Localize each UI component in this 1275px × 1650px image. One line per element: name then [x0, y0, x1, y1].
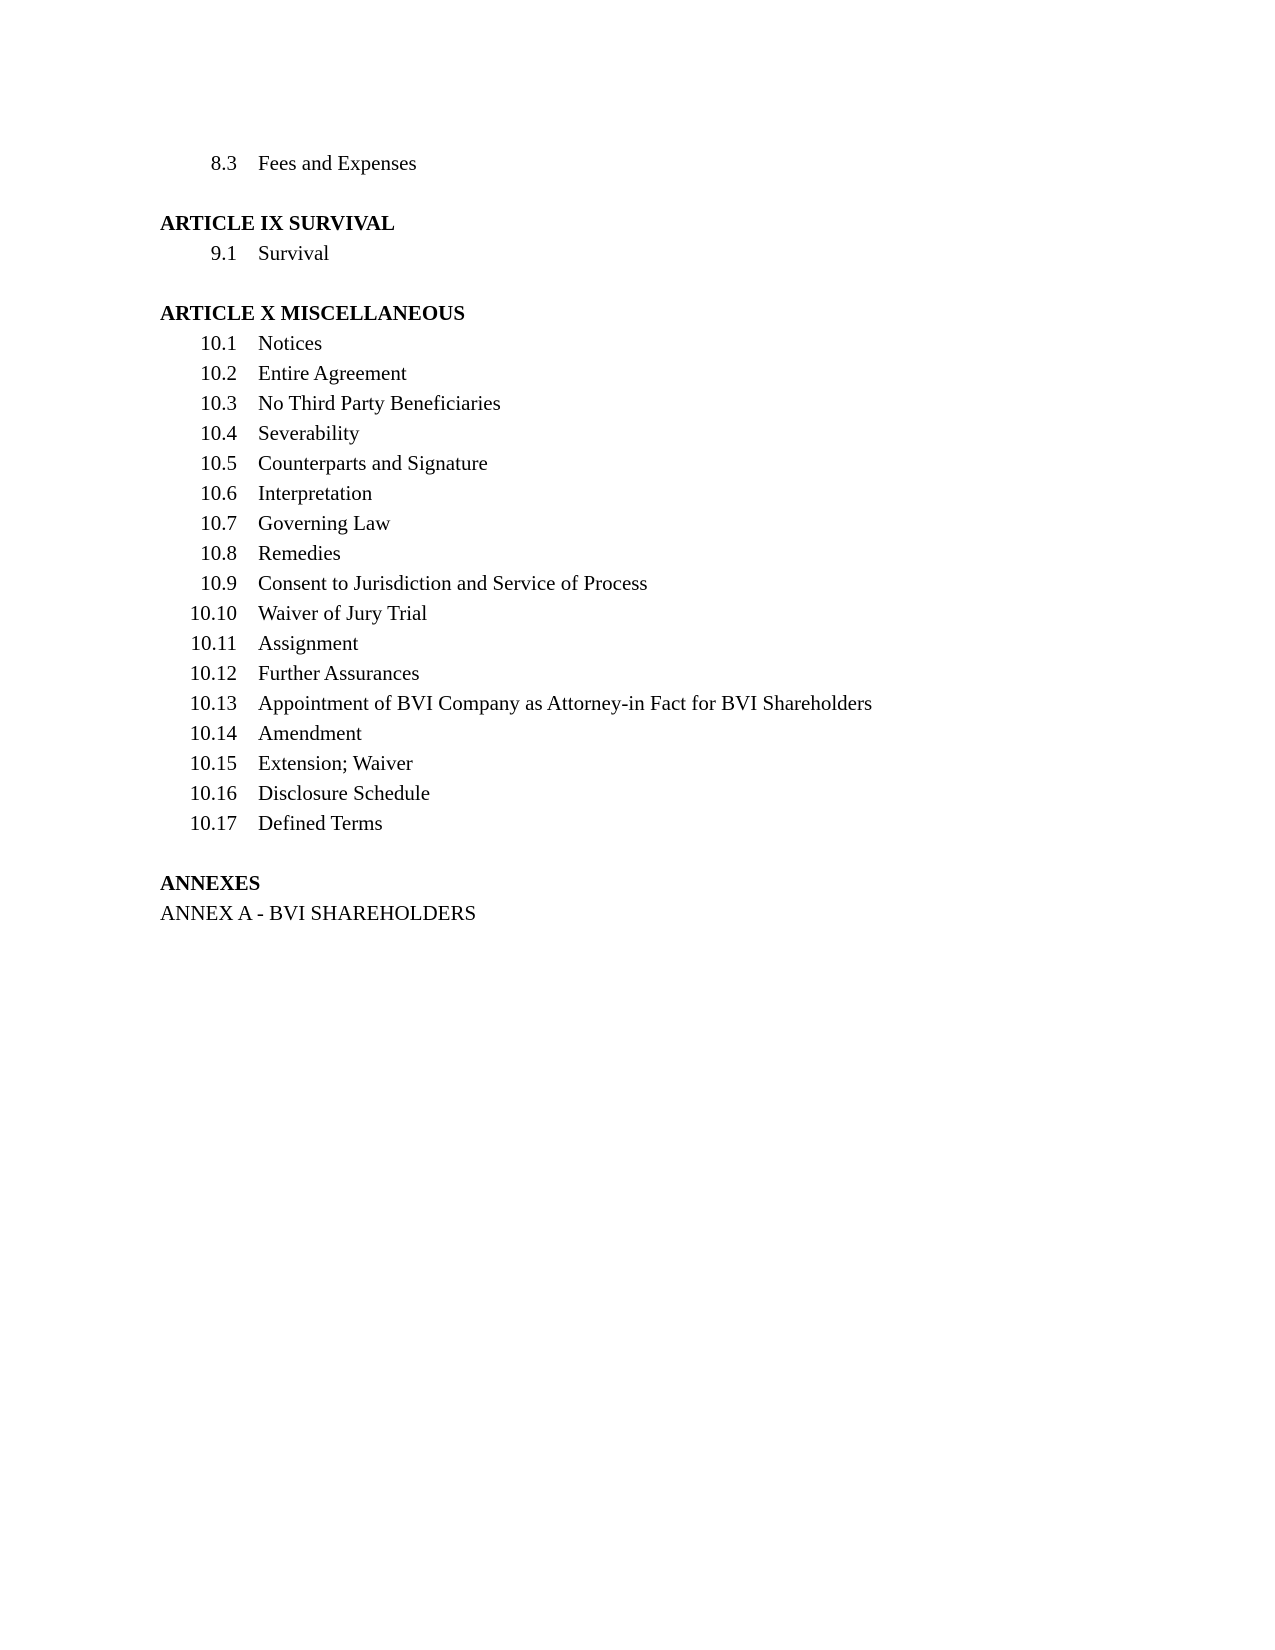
- toc-entry-10-3: [0, 388, 1275, 418]
- toc-entry-number: 10.3: [200, 391, 237, 415]
- toc-entry-title: Entire Agreement: [258, 361, 407, 385]
- toc-entry-title: Remedies: [258, 541, 341, 565]
- toc-entry-10-7: [0, 508, 1275, 538]
- toc-entry-title: Notices: [258, 331, 323, 355]
- toc-entry-10-4: [0, 418, 1275, 448]
- toc-entry-9-1: [0, 238, 1275, 268]
- toc-entry-title: Consent to Jurisdiction and Service of Process: [258, 571, 648, 595]
- toc-entry-10-5: [0, 448, 1275, 478]
- toc-entry-number: 10.1: [200, 331, 237, 355]
- toc-entry-10-17: [0, 808, 1275, 838]
- toc-entry-title: Disclosure Schedule: [258, 781, 431, 805]
- toc-entry-number: 10.7: [200, 511, 237, 535]
- toc-entry-10-12: [0, 658, 1275, 688]
- toc-entry-10-1: [0, 328, 1275, 358]
- toc-entry-number: 10.8: [200, 541, 237, 565]
- toc-entry-number: 10.6: [200, 481, 237, 505]
- toc-entry-number: 10.9: [200, 571, 237, 595]
- toc-entry-title: Interpretation: [258, 481, 373, 505]
- toc-entry-number: 10.10: [189, 601, 237, 625]
- toc-entry-number: 9.1: [210, 241, 237, 265]
- toc-entry-number: 10.13: [189, 691, 237, 715]
- toc-entry-title: Counterparts and Signature: [258, 451, 488, 475]
- toc-entry-number: 10.4: [200, 421, 237, 445]
- toc-entry-title: No Third Party Beneficiaries: [258, 391, 501, 415]
- toc-entry-title: Severability: [258, 421, 360, 445]
- annexes-heading: ANNEXES: [160, 871, 261, 895]
- toc-entry-8-3: [0, 148, 1275, 178]
- toc-entry-number: 8.3: [210, 151, 237, 175]
- toc-entry-title: Governing Law: [258, 511, 391, 535]
- toc-entry-10-16: [0, 778, 1275, 808]
- toc-entry-title: Defined Terms: [258, 811, 383, 835]
- toc-entry-number: 10.12: [189, 661, 237, 685]
- toc-entry-number: 10.16: [189, 781, 237, 805]
- toc-entry-title: Waiver of Jury Trial: [258, 601, 428, 625]
- toc-entry-number: 10.15: [189, 751, 237, 775]
- toc-entry-number: 10.11: [190, 631, 237, 655]
- toc-entry-10-11: [0, 628, 1275, 658]
- toc-entry-10-6: [0, 478, 1275, 508]
- toc-entry-title: Assignment: [258, 631, 359, 655]
- toc-entry-title: Amendment: [258, 721, 362, 745]
- toc-entry-title: Fees and Expenses: [258, 151, 417, 175]
- toc-entry-title: Further Assurances: [258, 661, 420, 685]
- toc-entry-title: Extension; Waiver: [258, 751, 413, 775]
- toc-entry-10-14: [0, 718, 1275, 748]
- toc-entry-10-13: [0, 688, 1275, 718]
- toc-entry-number: 10.17: [189, 811, 237, 835]
- toc-entry-title: Appointment of BVI Company as Attorney-in Fact for BVI Shareholders: [258, 691, 873, 715]
- article-9-heading: ARTICLE IX SURVIVAL: [160, 211, 396, 235]
- toc-entry-10-15: [0, 748, 1275, 778]
- toc-entry-10-9: [0, 568, 1275, 598]
- toc-entry-number: 10.14: [189, 721, 237, 745]
- toc-entry-title: Survival: [258, 241, 330, 265]
- article-10-heading: ARTICLE X MISCELLANEOUS: [160, 301, 465, 325]
- toc-entry-number: 10.5: [200, 451, 237, 475]
- toc-entry-10-2: [0, 358, 1275, 388]
- toc-entry-10-10: [0, 598, 1275, 628]
- toc-entry-number: 10.2: [200, 361, 237, 385]
- annex-a-entry: ANNEX A - BVI SHAREHOLDERS: [160, 901, 477, 925]
- toc-entry-10-8: [0, 538, 1275, 568]
